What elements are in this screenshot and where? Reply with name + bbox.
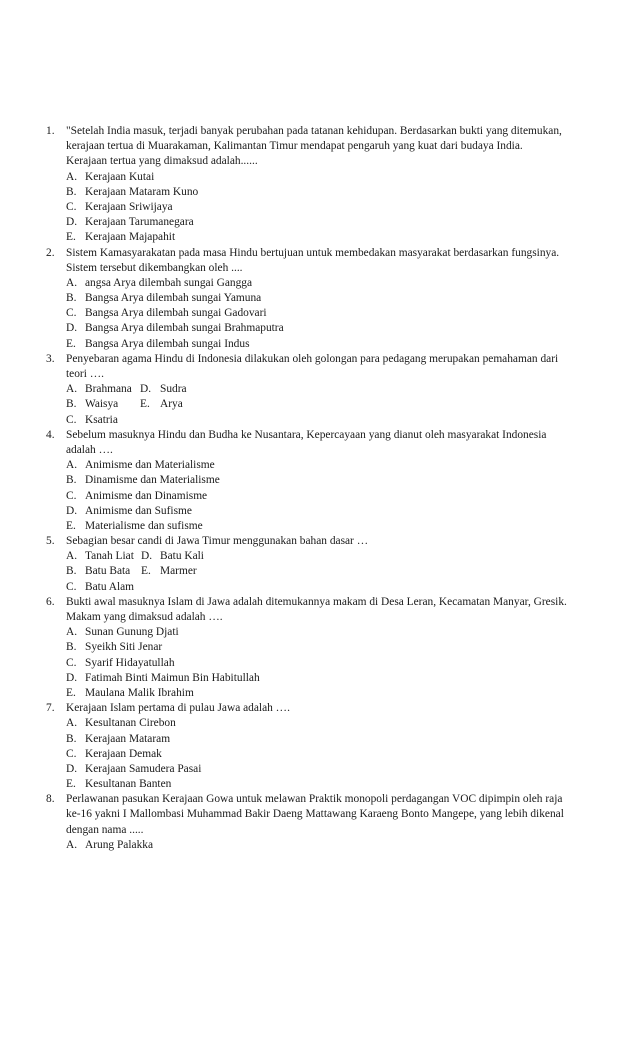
option-text: Fatimah Binti Maimun Bin Habitullah [85,671,260,684]
option-text: Kerajaan Samudera Pasai [85,762,202,775]
question-number: 7. [46,702,55,715]
question-text: Sistem tersebut dikembangkan oleh .... [66,261,243,274]
option-text: angsa Arya dilembah sungai Gangga [85,276,253,289]
answer-option [0,716,638,731]
option-text: Bangsa Arya dilembah sungai Gadovari [85,307,267,320]
option-text: Marmer [160,565,197,578]
answer-option [0,185,638,200]
option-text: Batu Kali [160,550,204,563]
answer-option [0,777,638,792]
question-number: 6. [46,595,55,608]
answer-option [0,732,638,747]
answer-option [0,397,638,412]
question-line [0,595,638,610]
answer-option [0,686,638,701]
option-text: Bangsa Arya dilembah sungai Indus [85,337,250,350]
question-line [0,139,638,154]
option-letter: C. [66,747,77,760]
option-letter: B. [66,565,77,578]
answer-option [0,230,638,245]
question-line [0,792,638,807]
question-number: 2. [46,246,55,259]
answer-option [0,549,638,564]
option-text: Animisme dan Sufisme [85,504,192,517]
answer-option [0,170,638,185]
question-item [0,352,638,428]
answer-option [0,838,638,853]
option-letter: D. [141,550,153,563]
question-text: Sebagian besar candi di Jawa Timur menggunakan bahan dasar … [66,535,369,548]
answer-option [0,473,638,488]
answer-option [0,671,638,686]
answer-option [0,382,638,397]
question-text: Kerajaan Islam pertama di pulau Jawa adalah …. [66,702,290,715]
question-item [0,124,638,246]
option-text: Arya [160,398,183,411]
question-line [0,154,638,169]
question-line [0,534,638,549]
answer-option [0,413,638,428]
question-line [0,701,638,716]
question-line [0,261,638,276]
option-letter: A. [66,170,78,183]
answer-option [0,337,638,352]
question-item [0,595,638,701]
answer-option [0,625,638,640]
option-letter: A. [66,383,78,396]
option-text: Materialisme dan sufisme [85,519,203,532]
question-text: Penyebaran agama Hindu di Indonesia dilakukan oleh golongan para pedagang merupakan pemahaman dari [66,352,559,365]
option-text: Tanah Liat [85,550,134,563]
option-letter: D. [66,216,78,229]
option-text: Kerajaan Majapahit [85,231,176,244]
question-number: 3. [46,352,55,365]
question-line [0,610,638,625]
question-text: kerajaan tertua di Muarakaman, Kalimantan Timur mendapat pengaruh yang kuat dari budaya India. [66,140,523,153]
question-text: ke-16 yakni I Mallombasi Muhammad Bakir Daeng Mattawang Karaeng Bonto Mangepe, yang lebih dikenal [66,808,564,821]
option-letter: C. [66,200,77,213]
option-letter: A. [66,550,78,563]
option-text: Kerajaan Sriwijaya [85,200,173,213]
question-text: dengan nama ..... [66,823,144,836]
option-letter: A. [66,276,78,289]
answer-option [0,321,638,336]
option-letter: A. [66,838,78,851]
question-line [0,367,638,382]
answer-option [0,276,638,291]
question-text: Sebelum masuknya Hindu dan Budha ke Nusantara, Kepercayaan yang dianut oleh masyarakat Indonesia [66,428,547,441]
question-line [0,823,638,838]
question-text: adalah …. [66,443,113,456]
question-number: 5. [46,535,55,548]
answer-option [0,291,638,306]
option-text: Batu Alam [85,580,135,593]
option-letter: B. [66,292,77,305]
option-text: Bangsa Arya dilembah sungai Yamuna [85,292,262,305]
option-letter: B. [66,641,77,654]
option-letter: E. [66,686,76,699]
question-number: 1. [46,125,55,137]
question-text: Kerajaan tertua yang dimaksud adalah...... [66,155,258,168]
option-letter: A. [66,717,78,730]
question-list [0,124,638,853]
option-letter: E. [66,519,76,532]
option-letter: E. [66,337,76,350]
option-letter: E. [141,565,151,578]
option-text: Animisme dan Materialisme [85,459,215,472]
answer-option [0,215,638,230]
option-letter: C. [66,489,77,502]
option-letter: B. [66,185,77,198]
option-letter: C. [66,413,77,426]
answer-option [0,519,638,534]
option-letter: C. [66,307,77,320]
question-number: 4. [46,428,55,441]
option-text: Kerajaan Tarumanegara [85,216,194,229]
question-line [0,443,638,458]
option-text: Dinamisme dan Materialisme [85,474,220,487]
answer-option [0,640,638,655]
option-letter: D. [140,383,152,396]
option-text: Sudra [160,383,187,396]
question-item [0,792,638,853]
option-text: Syeikh Siti Jenar [85,641,163,654]
answer-option [0,504,638,519]
option-text: Kerajaan Kutai [85,170,155,183]
option-letter: B. [66,398,77,411]
question-item [0,428,638,534]
answer-option [0,564,638,579]
option-letter: D. [66,671,78,684]
option-letter: B. [66,474,77,487]
option-letter: D. [66,762,78,775]
answer-option [0,580,638,595]
answer-option [0,489,638,504]
question-line [0,807,638,822]
option-letter: D. [66,322,78,335]
option-text: Brahmana [85,383,132,396]
question-line [0,352,638,367]
option-text: Kerajaan Mataram Kuno [85,185,199,198]
question-text: Sistem Kamasyarakatan pada masa Hindu bertujuan untuk membedakan masyarakat berdasarkan fungsinya. [66,246,560,259]
option-text: Sunan Gunung Djati [85,626,179,639]
option-text: Kesultanan Banten [85,778,172,791]
option-letter: A. [66,626,78,639]
answer-option [0,200,638,215]
question-item [0,701,638,792]
question-line [0,246,638,261]
option-letter: A. [66,459,78,472]
question-text: Makam yang dimaksud adalah …. [66,611,223,623]
question-text: Perlawanan pasukan Kerajaan Gowa untuk melawan Praktik monopoli perdagangan VOC dipimpin oleh raja [66,793,563,806]
answer-option [0,656,638,671]
option-text: Kesultanan Cirebon [85,717,176,730]
answer-option [0,306,638,321]
answer-option [0,762,638,777]
question-text: teori …. [66,368,104,380]
option-letter: C. [66,656,77,669]
question-line [0,428,638,443]
question-text: "Setelah India masuk, terjadi banyak perubahan pada tatanan kehidupan. Berdasarkan bukti yang ditemukan, [66,125,562,137]
option-letter: E. [140,398,150,411]
option-letter: B. [66,732,77,745]
question-item [0,534,638,595]
option-text: Arung Palakka [85,838,154,851]
answer-option [0,747,638,762]
option-text: Animisme dan Dinamisme [85,489,208,502]
question-line [0,124,638,139]
question-item [0,246,638,352]
option-letter: C. [66,580,77,593]
answer-option [0,458,638,473]
option-text: Maulana Malik Ibrahim [85,686,194,699]
option-text: Waisya [85,398,119,411]
option-text: Kerajaan Demak [85,747,162,760]
option-text: Syarif Hidayatullah [85,656,175,669]
option-letter: E. [66,778,76,791]
option-text: Ksatria [85,413,118,426]
question-number: 8. [46,793,55,806]
option-text: Kerajaan Mataram [85,732,171,745]
option-letter: D. [66,504,78,517]
option-letter: E. [66,231,76,244]
question-text: Bukti awal masuknya Islam di Jawa adalah ditemukannya makam di Desa Leran, Kecamatan Manyar, Gresik. [66,595,567,608]
option-text: Batu Bata [85,565,131,578]
option-text: Bangsa Arya dilembah sungai Brahmaputra [85,322,284,335]
